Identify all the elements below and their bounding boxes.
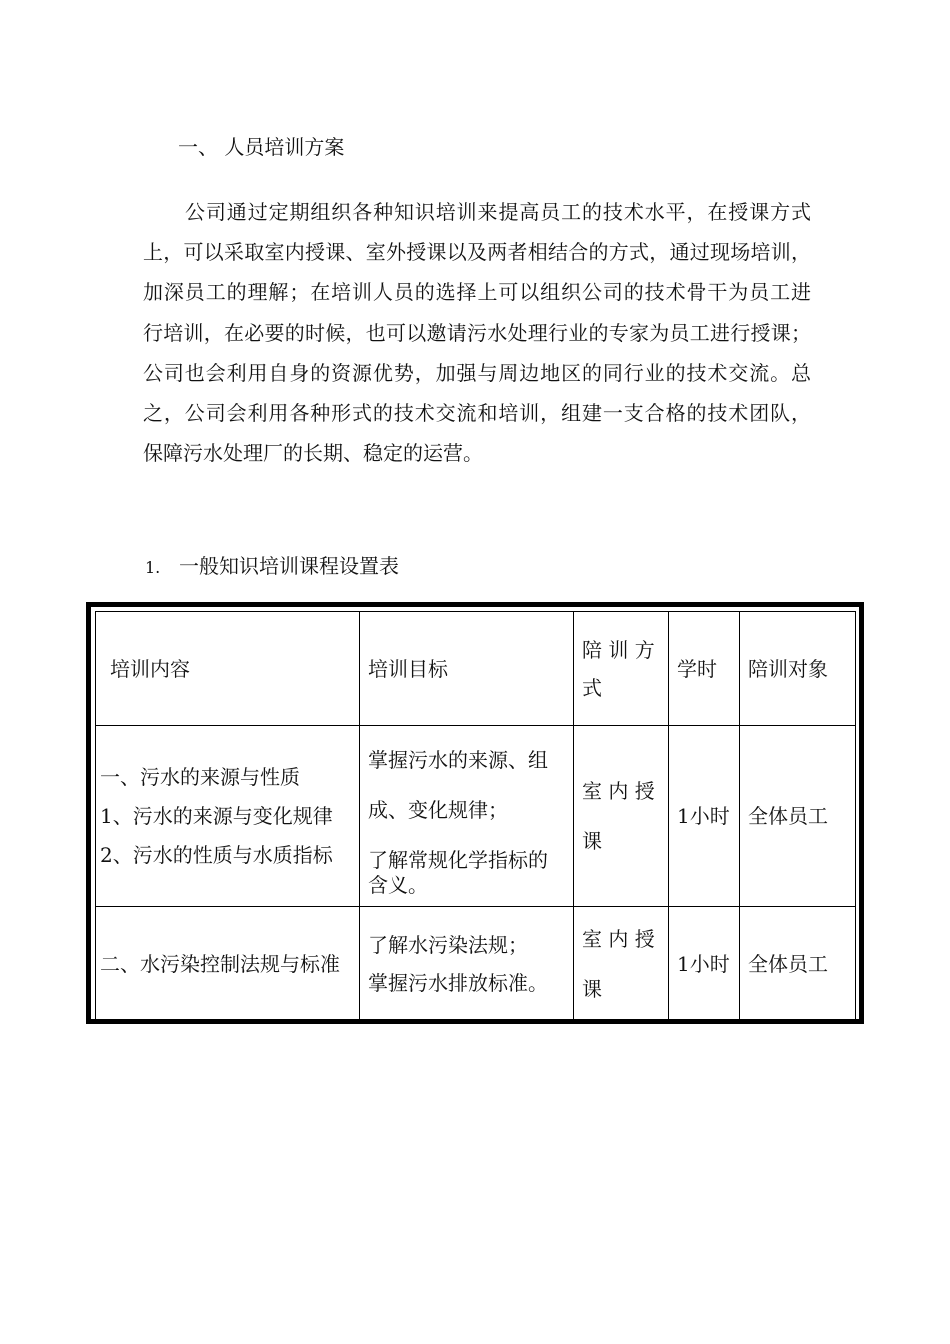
goal-line: 了解常规化学指标的 (368, 848, 548, 872)
caption-number: 1. (145, 558, 161, 577)
goal-line: 含义。 (368, 873, 428, 897)
header-hours-label: 学时 (677, 656, 717, 681)
audience-value: 全体员工 (748, 951, 828, 976)
course-table-frame (86, 602, 864, 1024)
paragraph-line: 加深员工的理解；在培训人员的选择上可以组织公司的技术骨干为员工进 (143, 280, 811, 305)
row-goal (360, 907, 574, 1021)
header-content-label: 培训内容 (110, 656, 190, 681)
caption-text: 一般知识培训课程设置表 (179, 554, 399, 578)
header-method-line: 式 (582, 675, 602, 700)
table-header-row (96, 612, 856, 726)
hours-value: 1小时 (677, 951, 730, 976)
content-line: 1、污水的来源与变化规律 (100, 803, 333, 828)
row-hours (669, 726, 740, 907)
header-content (96, 612, 360, 726)
row-content (96, 907, 360, 1021)
goal-line: 了解水污染法规； (368, 932, 528, 957)
paragraph-line: 上，可以采取室内授课、室外授课以及两者相结合的方式，通过现场培训， (143, 240, 811, 265)
paragraph-line: 公司通过定期组织各种知识培训来提高员工的技术水平，在授课方式 (185, 200, 811, 224)
header-audience-label: 陪训对象 (748, 656, 828, 681)
audience-value: 全体员工 (748, 804, 828, 828)
header-hours (669, 612, 740, 726)
row-method (574, 907, 669, 1021)
method-line: 室 内 授 (582, 926, 655, 951)
content-line: 二、水污染控制法规与标准 (100, 951, 340, 976)
method-line: 室 内 授 (582, 779, 655, 803)
goal-line: 成、变化规律； (368, 798, 508, 822)
row-method (574, 726, 669, 907)
course-table (95, 611, 856, 1021)
content-line: 一、污水的来源与性质 (100, 764, 300, 789)
table-row (96, 726, 856, 907)
paragraph-line: 之，公司会利用各种形式的技术交流和培训，组建一支合格的技术团队， (143, 400, 811, 425)
section-heading: 一、 人员培训方案 (178, 135, 345, 159)
table-caption (145, 551, 399, 583)
method-line: 课 (582, 976, 602, 1001)
paragraph-line: 保障污水处理厂的长期、稳定的运营。 (143, 441, 483, 466)
row-audience (740, 726, 856, 907)
content-line: 2、污水的性质与水质指标 (100, 842, 333, 867)
row-content (96, 726, 360, 907)
header-goal (360, 612, 574, 726)
paragraph-line: 行培训，在必要的时候，也可以邀请污水处理行业的专家为员工进行授课； (143, 320, 811, 345)
goal-line: 掌握污水的来源、组 (368, 748, 548, 772)
method-line: 课 (582, 829, 602, 853)
row-audience (740, 907, 856, 1021)
paragraph-line: 公司也会利用自身的资源优势，加强与周边地区的同行业的技术交流。总 (143, 360, 811, 385)
hours-value: 1小时 (677, 804, 730, 828)
header-method-line: 陪 训 方 (582, 637, 655, 662)
row-hours (669, 907, 740, 1021)
body-paragraph (143, 192, 811, 473)
header-method (574, 612, 669, 726)
header-audience (740, 612, 856, 726)
header-goal-label: 培训目标 (368, 656, 448, 681)
goal-line: 掌握污水排放标准。 (368, 970, 548, 995)
table-row (96, 907, 856, 1021)
row-goal (360, 726, 574, 907)
